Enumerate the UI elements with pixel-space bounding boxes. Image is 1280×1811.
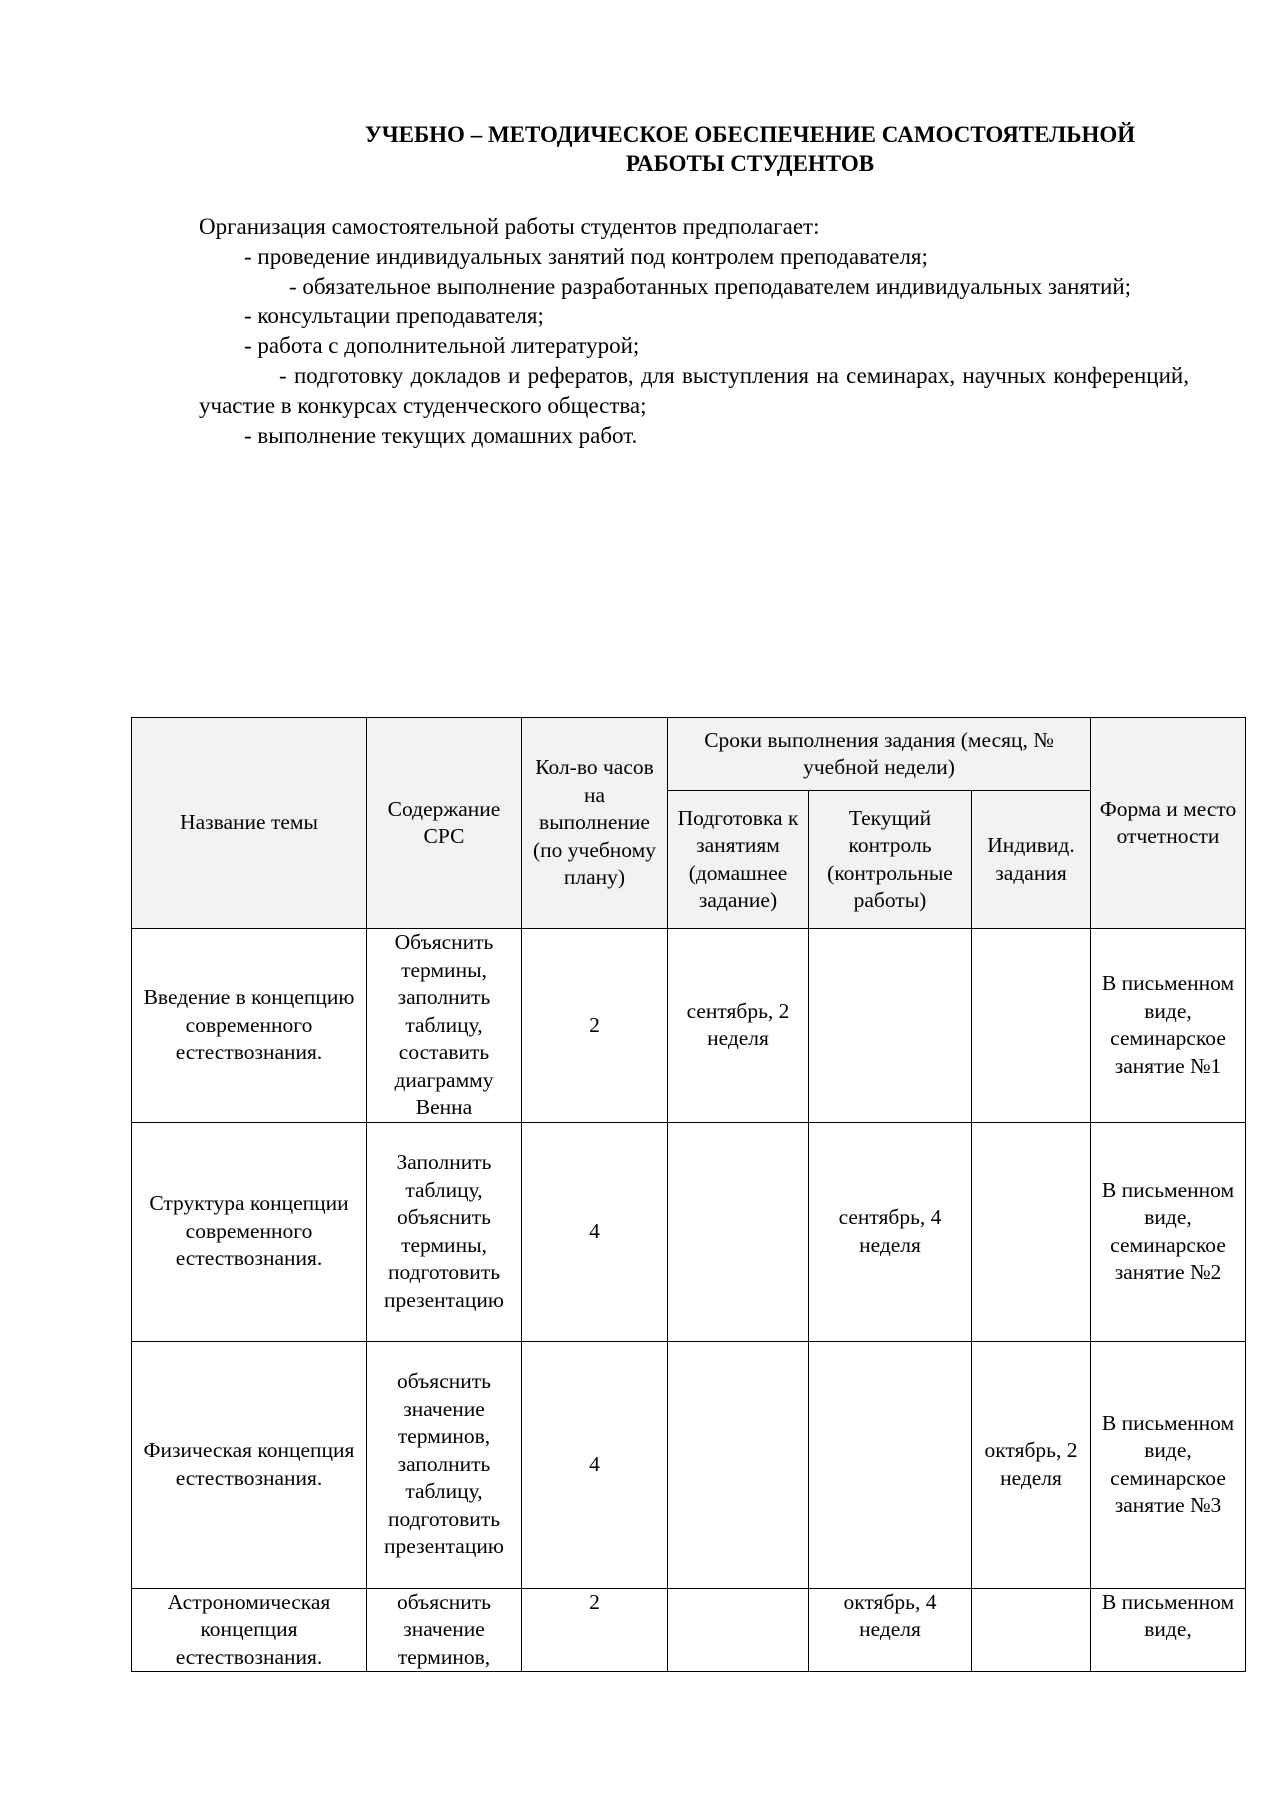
table-row: [132, 929, 1246, 1123]
srs-table: [131, 717, 1246, 1672]
cell-content: объяснить значение терминов,: [367, 1588, 522, 1672]
header-individual: Индивид. задания: [972, 791, 1091, 929]
intro-paragraph: Организация самостоятельной работы студентов предполагает:: [199, 214, 820, 239]
cell-report: В письменном виде, семинарское занятие №2: [1091, 1122, 1246, 1341]
title-line-2: РАБОТЫ СТУДЕНТОВ: [625, 151, 875, 176]
cell-report: В письменном виде, семинарское занятие №1: [1091, 929, 1246, 1123]
cell-report: В письменном виде, семинарское занятие №3: [1091, 1341, 1246, 1588]
cell-content: Объяснить термины, заполнить таблицу, составить диаграмму Венна: [367, 929, 522, 1123]
cell-prep: [668, 1122, 809, 1341]
cell-topic: Введение в концепцию современного естествознания.: [132, 929, 367, 1123]
header-prep: Подготовка к занятиям (домашнее задание): [668, 791, 809, 929]
table-row: [132, 1122, 1246, 1341]
bullet-item: - выполнение текущих домашних работ.: [244, 422, 638, 448]
page-title: [300, 120, 1200, 178]
cell-hours: 4: [522, 1341, 668, 1588]
cell-individual: [972, 929, 1091, 1123]
cell-hours: 4: [522, 1122, 668, 1341]
bullet-item: - обязательное выполнение разработанных преподавателем индивидуальных занятий;: [289, 273, 1132, 299]
cell-content: Заполнить таблицу, объяснить термины, подготовить презентацию: [367, 1122, 522, 1341]
cell-topic: Структура концепции современного естествознания.: [132, 1122, 367, 1341]
bullet-item: - работа с дополнительной литературой;: [244, 333, 640, 359]
cell-prep: [668, 1341, 809, 1588]
header-topic: Название темы: [132, 718, 367, 929]
cell-current: октябрь, 4 неделя: [809, 1588, 972, 1672]
cell-prep: сентябрь, 2 неделя: [668, 929, 809, 1123]
cell-report: В письменном виде,: [1091, 1588, 1246, 1672]
cell-prep: [668, 1588, 809, 1672]
cell-topic: Физическая концепция естествознания.: [132, 1341, 367, 1588]
cell-individual: [972, 1122, 1091, 1341]
cell-content: объяснить значение терминов, заполнить таблицу, подготовить презентацию: [367, 1341, 522, 1588]
cell-individual: октябрь, 2 неделя: [972, 1341, 1091, 1588]
table-row: [132, 1588, 1246, 1672]
header-hours: Кол-во часов на выполнение (по учебному плану): [522, 718, 668, 929]
bullet-item: - проведение индивидуальных занятий под контролем преподавателя;: [244, 243, 928, 269]
cell-current: сентябрь, 4 неделя: [809, 1122, 972, 1341]
header-content: Содержание СРС: [367, 718, 522, 929]
intro-section: [199, 212, 1189, 450]
cell-current: [809, 929, 972, 1123]
header-deadlines: Сроки выполнения задания (месяц, № учебной недели): [668, 718, 1091, 791]
bullet-item: - подготовку докладов и рефератов, для выступления на семинарах, научных конференций, участие в конкурсах студенческого общества;: [199, 362, 1189, 418]
cell-hours: 2: [522, 1588, 668, 1672]
header-current: Текущий контроль (контрольные работы): [809, 791, 972, 929]
table-row: [132, 1341, 1246, 1588]
bullet-item: - консультации преподавателя;: [244, 303, 544, 329]
cell-individual: [972, 1588, 1091, 1672]
cell-hours: 2: [522, 929, 668, 1123]
cell-topic: Астрономическая концепция естествознания.: [132, 1588, 367, 1672]
title-line-1: УЧЕБНО – МЕТОДИЧЕСКОЕ ОБЕСПЕЧЕНИЕ САМОСТОЯТЕЛЬНОЙ: [364, 122, 1136, 147]
header-report: Форма и место отчетности: [1091, 718, 1246, 929]
cell-current: [809, 1341, 972, 1588]
